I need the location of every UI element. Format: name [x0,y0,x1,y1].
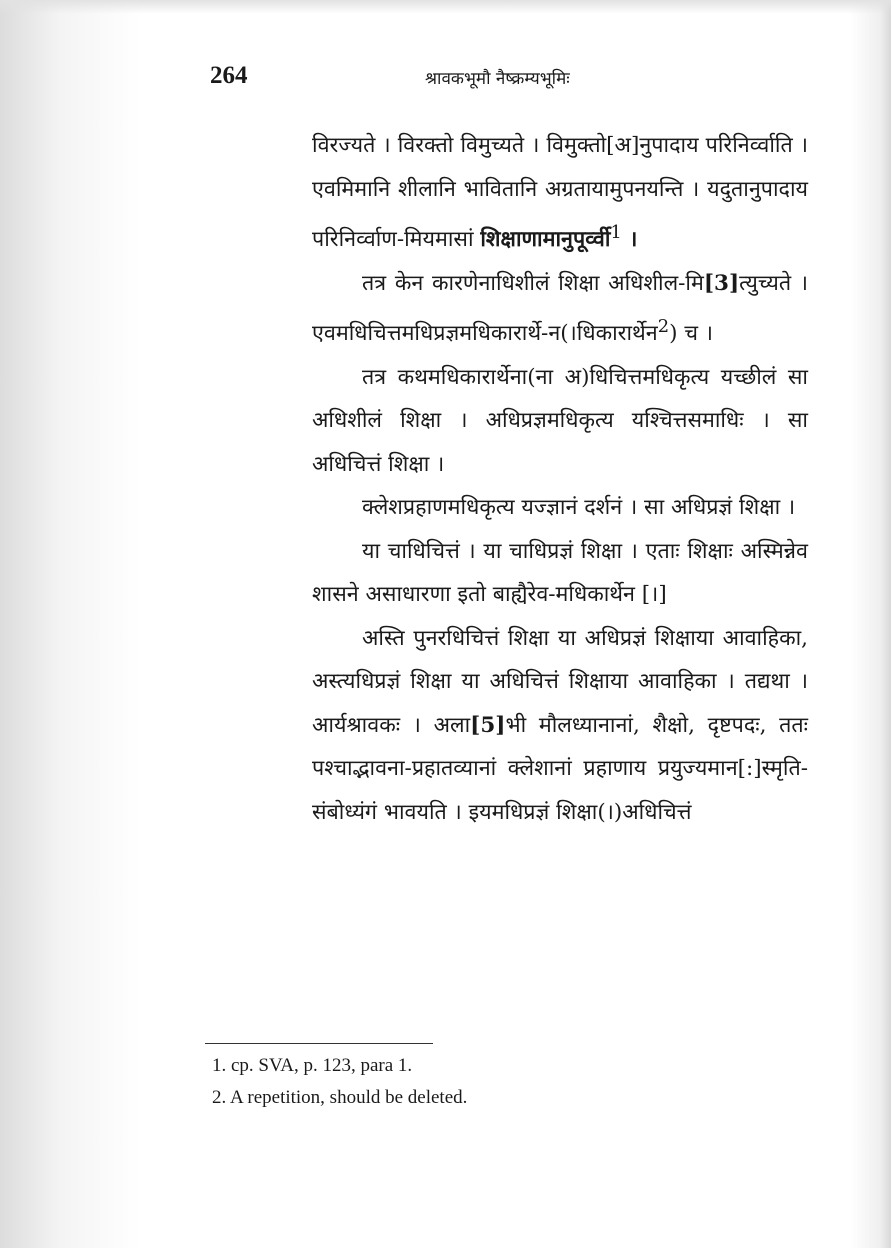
folio-marker-3: [3] [703,270,740,296]
paragraph-3: तत्र कथमधिकारार्थेना(ना अ)धिचित्तमधिकृत्य यच्छीलं सा अधिशीलं शिक्षा । अधिप्रज्ञमधिकृत्य यश्चित्तसमाधिः । सा अधिचित्तं शिक्षा । [312,364,808,477]
footnotes [212,1050,812,1114]
page-number: 264 [210,62,248,89]
paragraph-6 [312,617,808,835]
paragraph-2 [312,262,808,356]
scan-edge-shadow [0,0,891,14]
paragraph-6-text-b: भी मौलध्यानानां, शैक्षो, दृष्टपदः, ततः पश्चाद्भावना-प्रहातव्यानां क्लेशानां प्रहाणाय प्रयुज्यमान[:]स्मृति-संबोध्यंगं भावयति । इयमधिप्रज्ञं शिक्षा(।)अधिचित्तं [312,712,808,825]
paragraph-2-text-a: तत्र केन कारणेनाधिशीलं शिक्षा अधिशील-मि [362,270,704,296]
paragraph-2-text-b: त्युच्यते । एवमधिचित्तमधिप्रज्ञमधिकारार्थे-न(।धिकारार्थेन [312,270,808,347]
paragraph-5: या चाधिचित्तं । या चाधिप्रज्ञं शिक्षा । एताः शिक्षाः अस्मिन्नेव शासने असाधारणा इतो बाह्यैरेव-मधिकार्थेन [।] [312,538,808,608]
paragraph-4: क्लेशप्रहाणमधिकृत्य यज्ज्ञानं दर्शनं । सा अधिप्रज्ञं शिक्षा । [362,495,796,521]
body-text [312,124,808,834]
footnote-ref-2: 2 [657,316,670,338]
paragraph-1-text: विरज्यते । विरक्तो विमुच्यते । विमुक्तो[अ]नुपादाय परिनिर्व्वाति । एवमिमानि शीलानि भावितानि अग्रतायामुपनयन्ति । यदुतानुपादाय परिनिर्व्वाण-मियमासां [312,133,808,253]
paragraph-1-end: । [621,227,638,253]
paragraph-6-text-a: अस्ति पुनरधिचित्तं शिक्षा या अधिप्रज्ञं शिक्षाया आवाहिका, अस्त्यधिप्रज्ञं शिक्षा या अधिचित्तं शिक्षाया आवाहिका । तद्यथा । आर्यश्रावकः । अला [312,625,808,738]
footnote-1: 1. cp. SVA, p. 123, para 1. [212,1055,413,1076]
paragraph-1 [312,124,808,262]
paragraph-2-text-c: ) च । [669,321,713,347]
footnote-2: 2. A repetition, should be deleted. [212,1087,468,1108]
bold-term: शिक्षाणामानुपूर्व्वी [480,227,611,253]
folio-marker-5: [5] [470,712,506,738]
footnote-divider [205,1043,433,1044]
running-title: श्रावकभूमौ नैष्क्रम्यभूमिः [425,69,570,89]
footnote-ref-1: 1 [610,222,622,243]
